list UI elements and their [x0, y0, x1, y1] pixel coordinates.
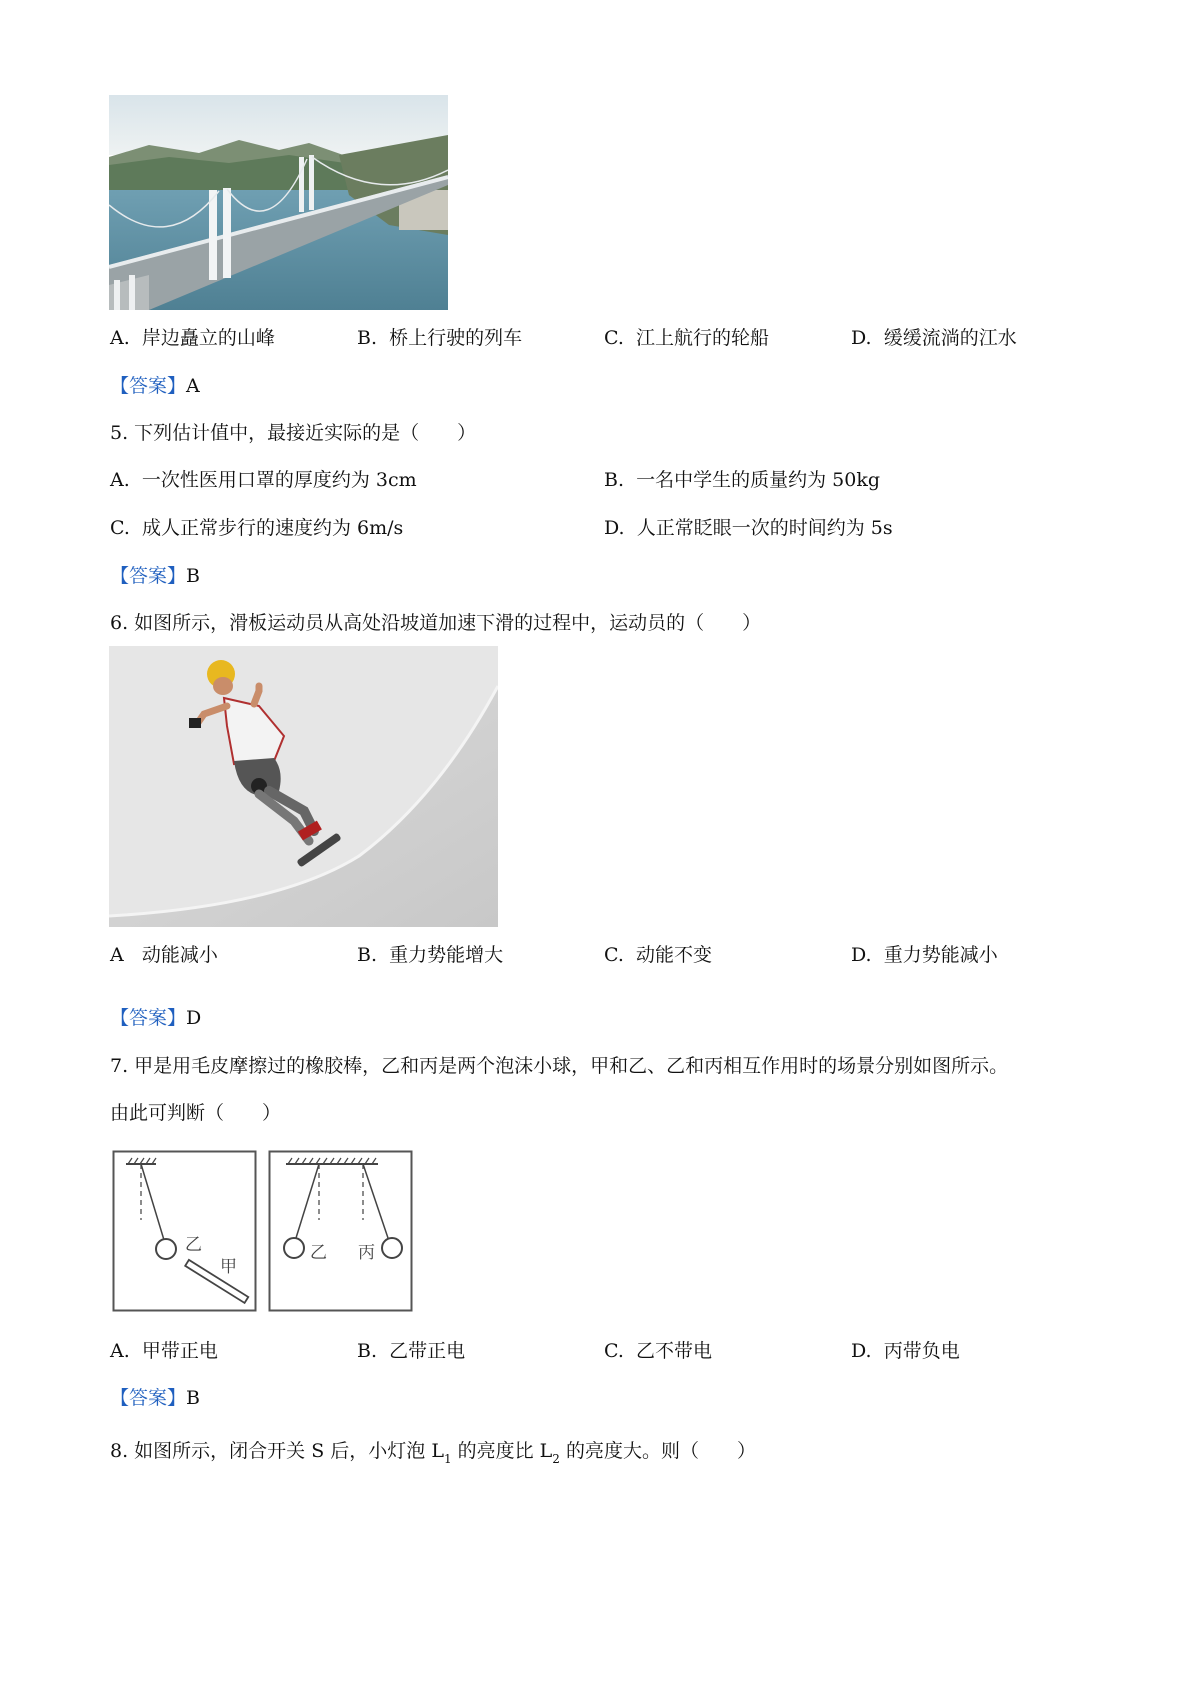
option-text: 岸边矗立的山峰	[141, 327, 275, 349]
q4-answer	[110, 374, 200, 398]
bridge-photo	[109, 95, 448, 310]
q7-answer	[110, 1386, 200, 1410]
option-text: 一次性医用口罩的厚度约为 3cm	[141, 469, 417, 491]
q4-option-c	[604, 326, 769, 350]
q8-stem-part-c: 的亮度大。则（ ）	[559, 1440, 756, 1462]
label-yi-1: 乙	[185, 1235, 202, 1255]
option-text: 一名中学生的质量约为 50kg	[636, 469, 881, 491]
q7-option-d	[851, 1339, 960, 1363]
option-text: 丙带负电	[883, 1340, 960, 1362]
option-text: 动能减小	[141, 944, 218, 966]
option-label: D.	[851, 1340, 872, 1362]
option-label: C.	[604, 1340, 624, 1362]
option-text: 桥上行驶的列车	[389, 327, 523, 349]
option-label: A.	[110, 469, 130, 491]
option-label: D.	[851, 327, 872, 349]
option-label: D.	[851, 944, 872, 966]
option-text: 重力势能减小	[883, 944, 998, 966]
label-bing: 丙	[358, 1243, 375, 1263]
q6-option-d	[851, 943, 998, 967]
bulb-l1-subscript: 1	[443, 1452, 452, 1466]
q7-option-c	[604, 1339, 712, 1363]
label-jia: 甲	[220, 1257, 237, 1277]
q6-option-b	[357, 943, 503, 967]
answer-value: A	[186, 375, 200, 397]
q5-option-a	[110, 468, 417, 492]
bulb-l1-symbol: L	[431, 1440, 444, 1462]
option-label: B.	[357, 944, 378, 966]
bulb-l2-subscript: 2	[552, 1452, 560, 1466]
option-label: A.	[110, 1340, 130, 1362]
q6-option-c	[604, 943, 712, 967]
answer-value: B	[186, 1387, 200, 1409]
option-text: 成人正常步行的速度约为 6m/s	[142, 517, 404, 539]
option-text: 动能不变	[636, 944, 713, 966]
q4-option-a	[110, 326, 275, 350]
option-label: A	[110, 944, 124, 966]
option-text: 重力势能增大	[389, 944, 504, 966]
q7-option-a	[110, 1339, 218, 1363]
option-label: C.	[110, 517, 130, 539]
option-text: 甲带正电	[141, 1340, 218, 1362]
option-label: B.	[604, 469, 625, 491]
bulb-l2-symbol: L	[539, 1440, 553, 1462]
q8-stem-part-b: 的亮度比	[451, 1440, 540, 1462]
q6-stem: 6. 如图所示，滑板运动员从高处沿坡道加速下滑的过程中，运动员的（ ）	[110, 612, 762, 634]
option-label: D.	[604, 517, 625, 539]
q8-stem	[110, 1439, 756, 1465]
option-text: 江上航行的轮船	[636, 327, 770, 349]
q6-answer	[110, 1006, 201, 1030]
q6-option-a	[110, 943, 218, 967]
q4-option-b	[357, 326, 522, 350]
label-yi-2: 乙	[310, 1243, 327, 1263]
option-text: 乙不带电	[636, 1340, 713, 1362]
option-label: C.	[604, 327, 624, 349]
answer-prefix: 【答案】	[110, 1387, 187, 1409]
q5-answer	[110, 564, 200, 588]
q5-option-c	[110, 516, 403, 540]
option-label: A.	[110, 327, 130, 349]
answer-value: D	[186, 1007, 202, 1029]
option-label: C.	[604, 944, 624, 966]
q8-stem-part-a: 8. 如图所示，闭合开关 S 后，小灯泡	[110, 1440, 432, 1462]
answer-prefix: 【答案】	[110, 1007, 187, 1029]
q7-stem-line1: 7. 甲是用毛皮摩擦过的橡胶棒，乙和丙是两个泡沫小球，甲和乙、乙和丙相互作用时的场景分别如图所示。	[110, 1055, 1009, 1077]
pendulum-figure	[112, 1150, 418, 1312]
q5-option-d	[604, 516, 893, 540]
q7-option-b	[357, 1339, 465, 1363]
q4-option-d	[851, 326, 1017, 350]
q5-option-b	[604, 468, 880, 492]
q7-stem-line2: 由此可判断（ ）	[110, 1102, 282, 1124]
option-text: 人正常眨眼一次的时间约为 5s	[636, 517, 893, 539]
answer-prefix: 【答案】	[110, 565, 187, 587]
option-text: 乙带正电	[389, 1340, 466, 1362]
q5-stem: 5. 下列估计值中，最接近实际的是（ ）	[110, 422, 477, 444]
option-label: B.	[357, 1340, 378, 1362]
option-text: 缓缓流淌的江水	[883, 327, 1017, 349]
option-label: B.	[357, 327, 378, 349]
skateboarder-photo	[109, 646, 498, 927]
answer-prefix: 【答案】	[110, 375, 187, 397]
answer-value: B	[186, 565, 200, 587]
